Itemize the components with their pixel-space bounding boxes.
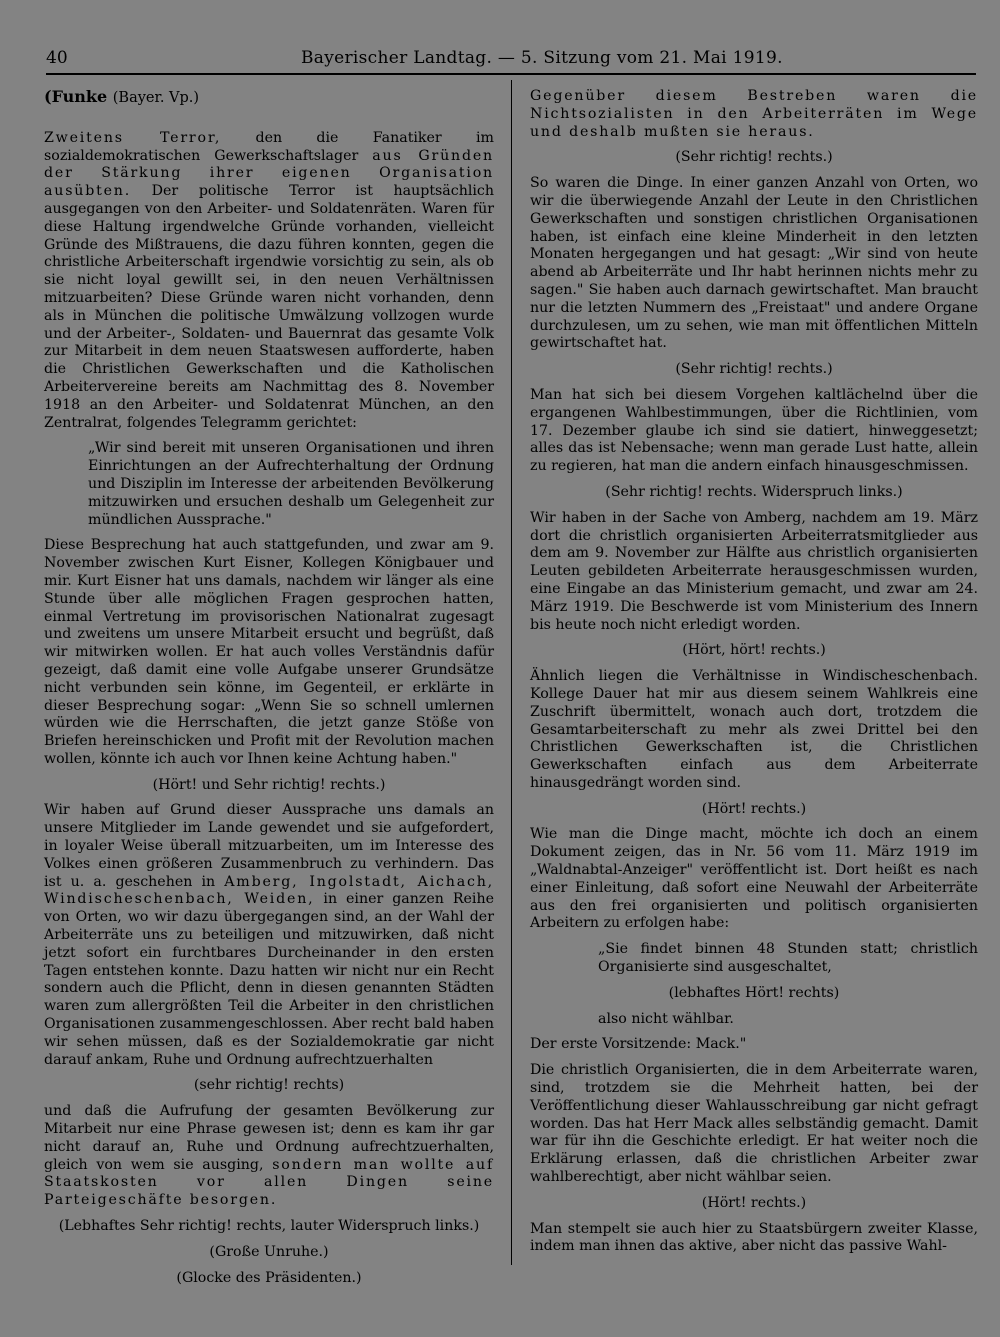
interjection: (Sehr richtig! rechts.): [675, 361, 833, 378]
interjection: (Hört! und Sehr richtig! rechts.): [152, 776, 386, 793]
column-divider: [511, 80, 512, 1265]
page-number: 40: [46, 48, 68, 68]
quoted-notice-continued: also nicht wählbar.: [598, 1010, 734, 1027]
paragraph: Wie man die Dinge macht, möchte ich doch an einem Dokument zeigen, das in Nr. 56 vom 11. März 1919 im „Waldnabtal-Anzeiger" veröffentlicht ist. Dort heißt es nach einer Einleitung, daß sofort eine Neuwahl der Arbeiterräte aus den frei organisierten und politisch organisierten Arbeitern zu erfolgen habe:: [530, 826, 978, 932]
speaker-heading: [44, 88, 494, 108]
speaker-party: (Bayer. Vp.): [112, 90, 200, 106]
paragraph: und daß die Aufrufung der gesamten Bevölkerung zur Mitarbeit nur eine Phrase gewesen ist; denn es kam ihr gar nicht darauf an, Ruhe und Ordnung aufrechtzuerhalten, gleich von wem sie ausging, sondern man wollte auf Staatskosten vor allen Dingen seine Parteigeschäfte besorgen.: [44, 1103, 494, 1209]
interjection: (Glocke des Präsidenten.): [176, 1269, 362, 1286]
header-rule: [46, 73, 976, 75]
interjection: (lebhaftes Hört! rechts): [668, 984, 840, 1001]
quoted-telegram: „Wir sind bereit mit unseren Organisationen und ihren Einrichtungen an der Aufrechterhaltung der Ordnung und Disziplin im Interesse der arbeitenden Bevölkerung mitzuwirken und ersuchen deshalb um Gelegenheit zur mündlichen Aussprache.": [88, 440, 494, 528]
paragraph: Man hat sich bei diesem Vorgehen kaltlächelnd über die ergangenen Wahlbestimmungen, über die Richtlinien, vom 17. Dezember glaube ich sind sie datiert, hinweggesetzt; alles das ist Nebensache; wenn man gerade Lust hatte, allein zu regieren, hat man die andern einfach hinausgeschmissen.: [530, 386, 978, 475]
left-column: [44, 88, 494, 1295]
paragraph: Zweitens Terror, den die Fanatiker im sozialdemokratischen Gewerkschaftslager aus Gründen der Stärkung ihrer eigenen Organisation ausübten. Der politische Terror ist hauptsächlich ausgegangen von den Arbeiter- und Soldatenräten. Waren für diese Haltung irgendwelche Gründe vorhanden, vielleicht Gründe des Mißtrauens, die dazu führen konnten, gegen die christliche Arbeiterschaft irgendwie vorsichtig zu sein, als ob sie nicht loyal gewillt sei, in den neuen Verhältnissen mitzuarbeiten? Diese Gründe waren nicht vorhanden, denn als in München die politische Umwälzung vollzogen wurde und der Arbeiter-, Soldaten- und Bauernrat das gesamte Volk zur Mitarbeit in dem neuen Staatswesen aufforderte, haben die Christlichen Gewerkschaften und die Katholischen Arbeitervereine bereits am Nachmittag des 8. November 1918 an den Arbeiter- und Soldatenrat München, an den Zentralrat, folgendes Telegramm gerichtet:: [44, 129, 495, 431]
paragraph: Man stempelt sie auch hier zu Staatsbürgern zweiter Klasse, indem man ihnen das aktive, aber nicht das passive Wahl-: [530, 1220, 978, 1255]
paragraph: Die christlich Organisierten, die in dem Arbeiterrate waren, sind, trotzdem sie die Mehrheit hatten, bei der Veröffentlichung dieser Wahlausschreibung gar nicht gefragt worden. Das hat Herr Mack alles selbständig gemacht. Damit war für ihn die Geschichte erledigt. Er hat weiter noch die Erklärung erlassen, daß die christlichen Arbeiter zwar wahlberechtigt, aber nicht wählbar seien.: [530, 1062, 978, 1186]
page-header: [46, 44, 976, 74]
interjection: (Große Unruhe.): [209, 1243, 329, 1260]
paragraph: Wir haben in der Sache von Amberg, nachdem am 19. März dort die christlich organisierten Arbeiterratsmitglieder aus dem am 9. November zur Hälfte aus christlich organisierten Leuten gebildeten Arbeiterrate herausgeschmissen wurden, eine Eingabe an das Ministerium gemacht, und zwar am 24. März 1919. Die Beschwerde ist vom Ministerium des Innern bis heute noch nicht erledigt worden.: [530, 509, 978, 633]
right-column: [530, 88, 978, 1264]
notice-signature: Der erste Vorsitzende: Mack.": [530, 1036, 747, 1053]
paragraph: Gegenüber diesem Bestreben waren die Nichtsozialisten in den Arbeiterräten im Wege und deshalb mußten sie heraus.: [530, 88, 978, 140]
interjection: (Sehr richtig! rechts. Widerspruch links.): [605, 483, 903, 500]
interjection: (Hört! rechts.): [701, 1194, 807, 1211]
interjection: (Sehr richtig! rechts.): [675, 149, 833, 166]
speaker-name: (Funke: [44, 87, 108, 106]
paragraph: Wir haben auf Grund dieser Aussprache uns damals an unsere Mitglieder im Lande gewendet und sie aufgefordert, in loyaler Weise überall mitzuarbeiten, um im Interesse des Volkes einen größeren Zusammenbruch zu verhindern. Das ist u. a. geschehen in Amberg, Ingolstadt, Aichach, Windischeschenbach, Weiden, in einer ganzen Reihe von Orten, wo wir dazu übergegangen sind, an der Wahl der Arbeiterräte uns zu beteiligen und mitzuwirken, daß nicht jetzt sofort ein furchtbares Durcheinander in den ersten Tagen entstehen konnte. Dazu hatten wir nicht nur ein Recht sondern auch die Pflicht, denn in diesen genannten Städten waren zum allergrößten Teil die Arbeiter in den christlichen Organisationen zusammengeschlossen. Aber recht bald haben wir sehen müssen, daß es der Sozialdemokratie gar nicht darauf ankam, Ruhe und Ordnung aufrechtzuerhalten: [44, 802, 494, 1068]
paragraph: So waren die Dinge. In einer ganzen Anzahl von Orten, wo wir die überwiegende Anzahl der Leute in den Christlichen Gewerkschaften und sonstigen christlichen Organisationen haben, ist einfach eine kleine Minderheit in den letzten Monaten hergegangen und hat gesagt: „Wir sind von heute abend ab Arbeiterräte und Ihr habt herinnen nichts mehr zu sagen." Sie haben auch darnach gewirtschaftet. Man braucht nur die letzten Nummern des „Freistaat" und andere Organe durchzulesen, um zu sehen, wie man mit öffentlichen Mitteln gewirtschaftet hat.: [530, 175, 978, 352]
interjection: (Lebhaftes Sehr richtig! rechts, lauter Widerspruch links.): [58, 1218, 480, 1235]
quoted-notice: „Sie findet binnen 48 Stunden statt; christlich Organisierte sind ausgeschaltet,: [598, 941, 978, 976]
paragraph: Diese Besprechung hat auch stattgefunden, und zwar am 9. November zwischen Kurt Eisner, Kollegen Königbauer und mir. Kurt Eisner hat uns damals, nachdem wir länger als eine Stunde über alle möglichen Fragen gesprochen hatten, einmal Vertretung im provisorischen Nationalrat zugesagt und zweitens um unsere Mitarbeit ersucht und begrüßt, daß wir mitwirken wollen. Er hat auch volles Verständnis dafür gezeigt, daß damit eine volle Aufgabe unserer Grundsätze nicht verbunden sein könne, im Gegenteil, er erklärte in dieser Besprechung sogar: „Wenn Sie so schnell umlernen würden wie die Herrschaften, die jetzt ganze Stöße von Briefen hereinschicken und Profit mit der Revolution machen wollen, könnte ich auch vor Ihnen keine Achtung haben.": [44, 537, 494, 767]
interjection: (Hört! rechts.): [701, 800, 807, 817]
running-title: Bayerischer Landtag. — 5. Sitzung vom 21. Mai 1919.: [301, 48, 783, 68]
paragraph: Ähnlich liegen die Verhältnisse in Windischeschenbach. Kollege Dauer hat mir aus diesem seinem Wahlkreis eine Zuschrift übermittelt, wonach auch dort, trotzdem die Gesamtarbeiterschaft zu mehr als zwei Drittel bei den Christlichen Gewerkschaften ist, die Christlichen Gewerkschaften einfach aus dem Arbeiterrate hinausgedrängt worden sind.: [530, 668, 978, 791]
interjection: (Hört, hört! rechts.): [682, 642, 826, 659]
interjection: (sehr richtig! rechts): [193, 1077, 345, 1094]
